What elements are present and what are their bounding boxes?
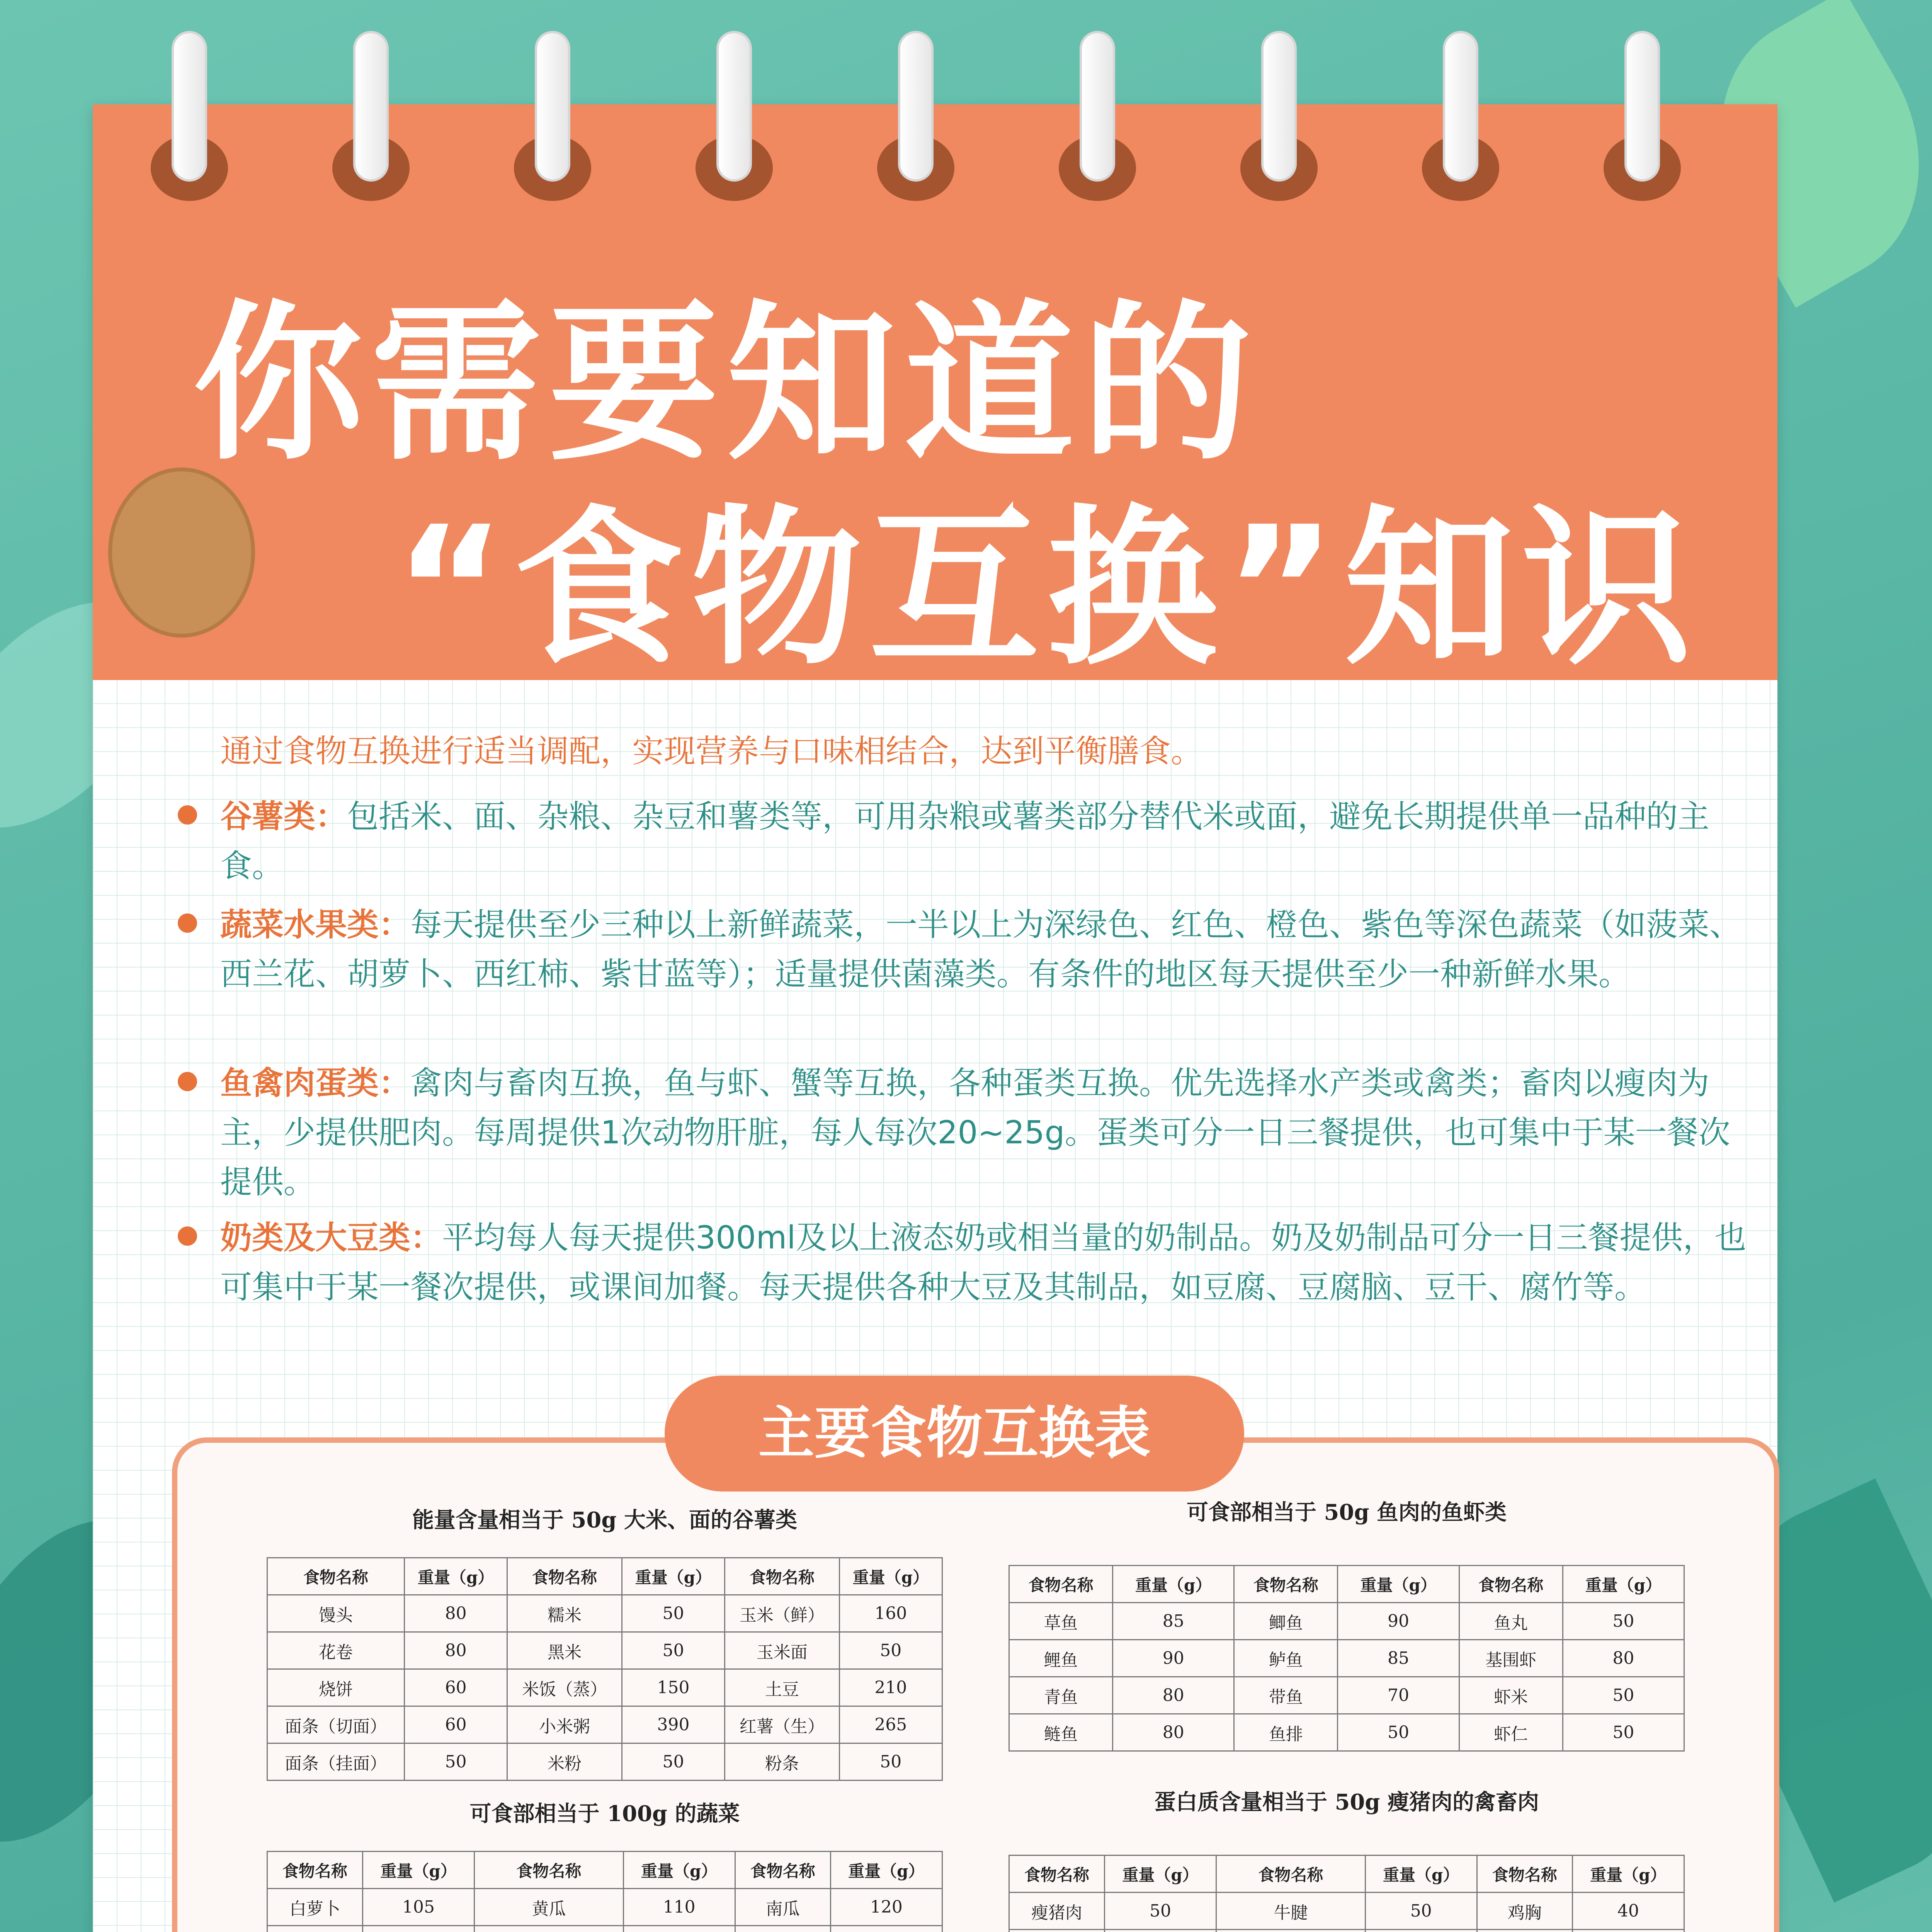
table-cell: 50: [622, 1743, 724, 1781]
page-title-line1: 你需要知道的: [193, 285, 1260, 483]
page-title-line2: “食物互换”知识: [394, 490, 1700, 688]
table-cell: 米粉: [507, 1743, 622, 1781]
table-cell: 南瓜: [735, 1889, 830, 1926]
table-row: [267, 1926, 942, 1932]
column-header: 重量（g）: [830, 1852, 942, 1889]
table-cell: 40: [1572, 1893, 1684, 1930]
table-cell: 50: [1104, 1893, 1216, 1930]
table-cell: 80: [1563, 1640, 1684, 1677]
paragraph-label: 鱼禽肉蛋类：: [220, 1065, 411, 1102]
binder-ring: [535, 31, 570, 182]
table-cell: [1104, 1930, 1216, 1932]
bullet-dot: [178, 1072, 197, 1091]
table-cell: 瘦猪肉: [1009, 1893, 1105, 1930]
table-cell: 鲤鱼: [1009, 1640, 1113, 1677]
table-cell: [830, 1926, 942, 1932]
column-header: 重量（g）: [839, 1558, 942, 1595]
column-header: 重量（g）: [404, 1558, 507, 1595]
table-cell: 80: [1113, 1677, 1234, 1714]
table-cell: 黑米: [507, 1632, 622, 1669]
table-cell: 60: [404, 1669, 507, 1706]
table-cell: 烧饼: [267, 1669, 405, 1706]
paragraph-dairy-soy: [220, 1213, 1758, 1312]
table-cell: 红薯（生）: [725, 1706, 839, 1743]
cookie-decoration: [108, 468, 255, 638]
table-cell: 85: [1113, 1603, 1234, 1640]
food-exchange-table: [1009, 1855, 1685, 1932]
binder-ring: [898, 31, 934, 182]
table-cell: 210: [839, 1669, 942, 1706]
table-row: [1009, 1893, 1684, 1930]
table-cell: 90: [1113, 1640, 1234, 1677]
column-header: 食物名称: [1459, 1566, 1563, 1603]
table-header-row: [267, 1558, 942, 1595]
food-exchange-table: [267, 1557, 943, 1781]
bullet-dot: [178, 1226, 197, 1246]
table-cell: [1477, 1930, 1572, 1932]
food-exchange-table: [1009, 1565, 1685, 1752]
table-cell: 50: [404, 1743, 507, 1781]
table-cell: 玉米面: [725, 1632, 839, 1669]
table-cell: 160: [839, 1595, 942, 1632]
table-cell: 50: [1563, 1603, 1684, 1640]
table-cell: [1216, 1930, 1365, 1932]
column-header: 食物名称: [267, 1558, 405, 1595]
table-cell: 白萝卜: [267, 1889, 363, 1926]
table-cell: [1365, 1930, 1477, 1932]
table-cell: 虾米: [1459, 1677, 1563, 1714]
table-row: [267, 1595, 942, 1632]
table-cell: [362, 1926, 474, 1932]
table-header-row: [1009, 1855, 1684, 1893]
table-cell: 50: [1338, 1714, 1459, 1751]
table-cell: [1009, 1930, 1105, 1932]
paragraph-vegetables-fruits: [220, 900, 1758, 999]
table-cell: 花卷: [267, 1632, 405, 1669]
table-cell: 50: [1365, 1893, 1477, 1930]
column-header: 重量（g）: [622, 1558, 724, 1595]
table-cell: 鸡胸: [1477, 1893, 1572, 1930]
table-cell: 虾仁: [1459, 1714, 1563, 1751]
table-section-title: 主要食物互换表: [665, 1376, 1244, 1492]
table-cell: 150: [622, 1669, 724, 1706]
column-header: 重量（g）: [1113, 1566, 1234, 1603]
table-cell: 390: [622, 1706, 724, 1743]
bullet-dot: [178, 805, 197, 825]
table-cell: 土豆: [725, 1669, 839, 1706]
binder-ring: [1080, 31, 1115, 182]
table-header-row: [267, 1852, 942, 1889]
paragraph-text: 包括米、面、杂粮、杂豆和薯类等，可用杂粮或薯类部分替代米或面，避免长期提供单一品种的主食。: [220, 798, 1710, 884]
table-cell: 265: [839, 1706, 942, 1743]
paragraph-label: 谷薯类：: [220, 798, 347, 835]
table-cell: 鲈鱼: [1234, 1640, 1338, 1677]
column-header: 食物名称: [507, 1558, 622, 1595]
table-cell: 50: [622, 1595, 724, 1632]
column-header: 食物名称: [1477, 1855, 1572, 1893]
paragraph-text: 每天提供至少三种以上新鲜蔬菜，一半以上为深绿色、红色、橙色、紫色等深色蔬菜（如菠菜、西兰花、胡萝卜、西红柿、紫甘蓝等）；适量提供菌藻类。有条件的地区每天提供至少一种新鲜水果。: [220, 906, 1742, 993]
table-cell: 米饭（蒸）: [507, 1669, 622, 1706]
table-cell: [267, 1926, 363, 1932]
table-header-row: [1009, 1566, 1684, 1603]
table-row: [267, 1706, 942, 1743]
table-row: [1009, 1714, 1684, 1751]
column-header: 食物名称: [1009, 1566, 1113, 1603]
table-cell: 85: [1338, 1640, 1459, 1677]
table-cell: 50: [622, 1632, 724, 1669]
table-row: [1009, 1677, 1684, 1714]
food-exchange-table: [267, 1851, 943, 1932]
intro-text: 通过食物互换进行适当调配，实现营养与口味相结合，达到平衡膳食。: [220, 733, 1203, 770]
column-header: 食物名称: [735, 1852, 830, 1889]
column-header: 重量（g）: [362, 1852, 474, 1889]
table-cell: 玉米（鲜）: [725, 1595, 839, 1632]
table-cell: 草鱼: [1009, 1603, 1113, 1640]
table-cell: 80: [1113, 1714, 1234, 1751]
table-cell: 面条（挂面）: [267, 1743, 405, 1781]
table-row: [1009, 1640, 1684, 1677]
column-header: 食物名称: [267, 1852, 363, 1889]
table-cell: [735, 1926, 830, 1932]
table-cell: 带鱼: [1234, 1677, 1338, 1714]
table-cell: 牛腱: [1216, 1893, 1365, 1930]
table-cell: 120: [830, 1889, 942, 1926]
column-header: 食物名称: [1009, 1855, 1105, 1893]
table-cell: [623, 1926, 735, 1932]
table-cell: 馒头: [267, 1595, 405, 1632]
table-cell: 糯米: [507, 1595, 622, 1632]
table-row: [1009, 1603, 1684, 1640]
table-row: [267, 1632, 942, 1669]
table-cell: 鱼排: [1234, 1714, 1338, 1751]
paragraph-meat-eggs: [220, 1059, 1758, 1207]
table-caption: 蛋白质含量相当于 50g 瘦猪肉的禽畜肉: [1154, 1789, 1539, 1815]
table-cell: 105: [362, 1889, 474, 1926]
paragraph-grains: [220, 792, 1758, 891]
table-cell: 鲫鱼: [1234, 1603, 1338, 1640]
table-cell: 90: [1338, 1603, 1459, 1640]
column-header: 重量（g）: [1572, 1855, 1684, 1893]
table-caption: 能量含量相当于 50g 大米、面的谷薯类: [412, 1507, 798, 1533]
table-cell: 面条（切面）: [267, 1706, 405, 1743]
column-header: 食物名称: [1216, 1855, 1365, 1893]
table-cell: 基围虾: [1459, 1640, 1563, 1677]
table-cell: 50: [1563, 1714, 1684, 1751]
table-cell: 粉条: [725, 1743, 839, 1781]
table-cell: 50: [1563, 1677, 1684, 1714]
table-cell: 80: [404, 1595, 507, 1632]
table-row: [267, 1743, 942, 1781]
binder-ring: [172, 31, 207, 182]
table-caption: 可食部相当于 50g 鱼肉的鱼虾类: [1186, 1500, 1507, 1525]
table-cell: [474, 1926, 623, 1932]
paragraph-label: 奶类及大豆类：: [220, 1219, 442, 1256]
column-header: 重量（g）: [1104, 1855, 1216, 1893]
binder-ring: [1624, 31, 1660, 182]
column-header: 重量（g）: [623, 1852, 735, 1889]
table-cell: 小米粥: [507, 1706, 622, 1743]
binder-ring: [1443, 31, 1478, 182]
binder-ring: [1261, 31, 1297, 182]
table-cell: 50: [839, 1743, 942, 1781]
table-cell: 70: [1338, 1677, 1459, 1714]
table-cell: [1572, 1930, 1684, 1932]
table-cell: 鲢鱼: [1009, 1714, 1113, 1751]
column-header: 重量（g）: [1365, 1855, 1477, 1893]
paragraph-text: 平均每人每天提供300ml及以上液态奶或相当量的奶制品。奶及奶制品可分一日三餐提供，也可集中于某一餐次提供，或课间加餐。每天提供各种大豆及其制品，如豆腐、豆腐脑、豆干、腐竹等。: [220, 1219, 1747, 1306]
binder-ring: [716, 31, 752, 182]
table-cell: 鱼丸: [1459, 1603, 1563, 1640]
column-header: 食物名称: [474, 1852, 623, 1889]
table-row: [267, 1669, 942, 1706]
column-header: 食物名称: [1234, 1566, 1338, 1603]
paragraph-label: 蔬菜水果类：: [220, 906, 411, 943]
table-cell: 110: [623, 1889, 735, 1926]
table-caption: 可食部相当于 100g 的蔬菜: [469, 1801, 740, 1827]
table-row: [1009, 1930, 1684, 1932]
bullet-dot: [178, 913, 197, 933]
paragraph-text: 禽肉与畜肉互换，鱼与虾、蟹等互换，各种蛋类互换。优先选择水产类或禽类；畜肉以瘦肉为主，少提供肥肉。每周提供1次动物肝脏，每人每次20~25g。蛋类可分一日三餐提供，也可集中于某一餐次提供。: [220, 1065, 1730, 1201]
table-row: [267, 1889, 942, 1926]
binder-ring: [353, 31, 389, 182]
table-cell: 黄瓜: [474, 1889, 623, 1926]
table-cell: 50: [839, 1632, 942, 1669]
column-header: 重量（g）: [1563, 1566, 1684, 1603]
table-cell: 青鱼: [1009, 1677, 1113, 1714]
column-header: 重量（g）: [1338, 1566, 1459, 1603]
table-cell: 60: [404, 1706, 507, 1743]
table-cell: 80: [404, 1632, 507, 1669]
column-header: 食物名称: [725, 1558, 839, 1595]
